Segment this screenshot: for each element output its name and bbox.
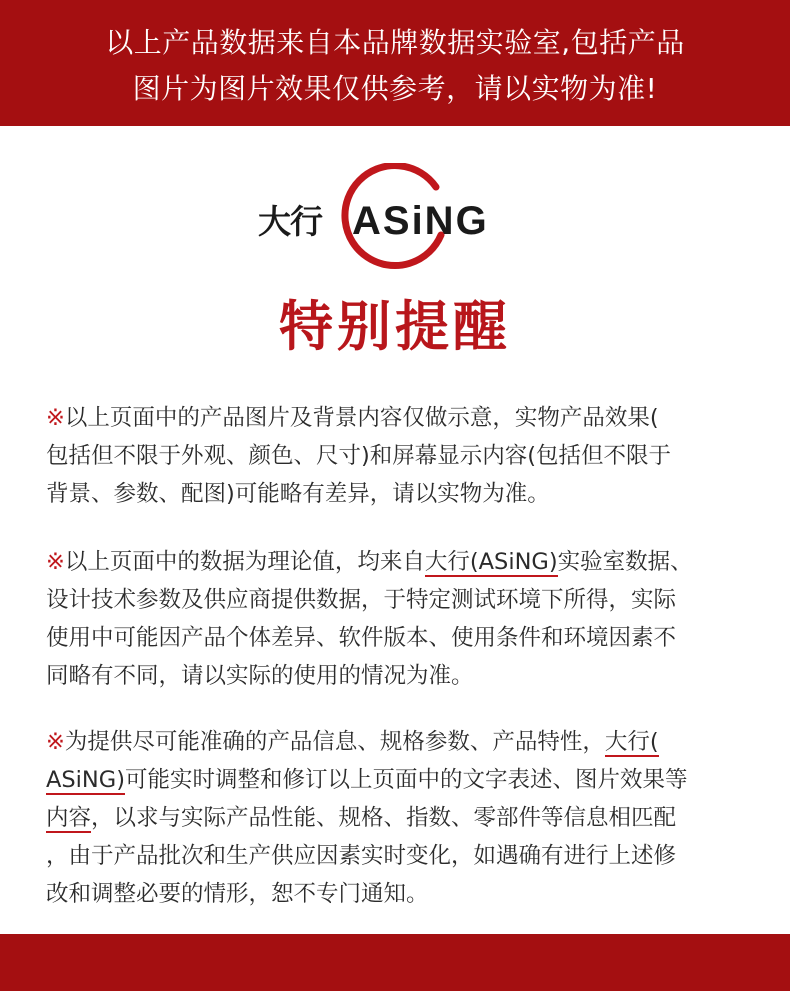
notice-1-line-1: ※以上页面中的产品图片及背景内容仅做示意，实物产品效果( [46, 405, 659, 431]
notice-1-line-3: 背景、参数、配图)可能略有差异，请以实物为准。 [46, 481, 550, 507]
logo-chinese-text: 大行 [258, 202, 322, 241]
notice-paragraph-2 [46, 543, 766, 695]
notice-2-line-3: 使用中可能因产品个体差异、软件版本、使用条件和环境因素不 [46, 625, 677, 651]
banner-line-2: 图片为图片效果仅供参考，请以实物为准! [132, 72, 658, 105]
brand-underlined: 大行(ASiNG) [424, 549, 558, 575]
bottom-bar [0, 934, 790, 991]
asing-logo [252, 162, 542, 282]
notice-2-line-1: ※以上页面中的数据为理论值，均来自大行(ASiNG)实验室数据、 [46, 549, 693, 575]
notice-paragraph-1 [46, 399, 766, 513]
logo-english-text: ASiNG [352, 199, 489, 243]
notice-3-line-5: 改和调整必要的情形，恕不专门通知。 [46, 881, 429, 907]
notice-1-line-2: 包括但不限于外观、颜色、尺寸)和屏幕显示内容(包括但不限于 [46, 443, 672, 469]
notice-3-line-3: 内容，以求与实际产品性能、规格、指数、零部件等信息相匹配 [46, 805, 677, 831]
notice-paragraph-3 [46, 723, 766, 913]
page-title: 特别提醒 [279, 295, 511, 358]
top-banner [0, 0, 790, 126]
reference-mark: ※ [46, 549, 65, 575]
notice-2-line-4: 同略有不同，请以实际的使用的情况为准。 [46, 663, 474, 689]
brand-underlined: 大行( [604, 729, 659, 755]
notice-3-line-4: ，由于产品批次和生产供应因素实时变化，如遇确有进行上述修 [46, 843, 677, 869]
reference-mark: ※ [46, 405, 65, 431]
brand-underlined: ASiNG) [46, 767, 125, 793]
notice-3-line-2: ASiNG)可能实时调整和修订以上页面中的文字表述、图片效果等 [46, 767, 688, 793]
notice-2-line-2: 设计技术参数及供应商提供数据，于特定测试环境下所得，实际 [46, 587, 677, 613]
reference-mark: ※ [46, 729, 65, 755]
banner-line-1: 以上产品数据来自本品牌数据实验室,包括产品 [105, 26, 685, 59]
content-underlined: 内容 [46, 805, 92, 831]
notice-3-line-1: ※为提供尽可能准确的产品信息、规格参数、产品特性，大行( [46, 729, 659, 755]
